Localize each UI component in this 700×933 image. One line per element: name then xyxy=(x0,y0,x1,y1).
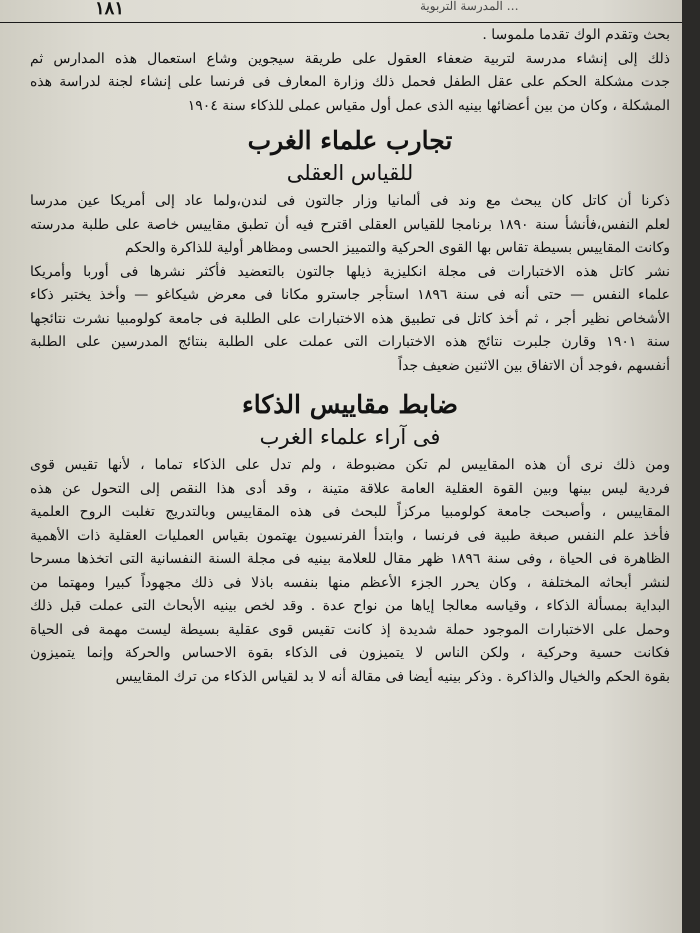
page-number: ١٨١ xyxy=(95,0,125,19)
text-line: الظاهرة فى الحياة ، وفى سنة ١٨٩٦ ظهر مقال للعلامة بينيه فى مجلة السنة النفسانية التى اتخذها مسرحا xyxy=(30,551,670,567)
text-line: فكانت حسية وحركية ، ولكن الناس لا يتميزون فى الذكاء بقوة الاحساس والحركة وإنما يتميزون xyxy=(30,645,670,661)
text-line: الأشخاص نظير أجر ، ثم أخذ كاتل فى تطبيق هذه الاختبارات على الطلبة فى جامعة كولومبيا نشرت نتائجها xyxy=(30,310,670,327)
text-line: البداية بمسألة الذكاء ، وقياسه معالجا إياها من نواح عدة . وقد لخص بينيه الأبحاث التى عملت قبل ذلك xyxy=(30,598,670,614)
text-line: المشكلة ، وكان من بين أعضائها بينيه الذى عمل أول مقياس عملى للذكاء سنة ١٩٠٤ xyxy=(187,97,670,114)
paragraph xyxy=(30,454,670,689)
text-line: أنفسهم ،فوجد أن الاتفاق بين الاثنين ضعيف جداً xyxy=(398,357,670,374)
text-line: بحث وتقدم الوك تقدما ملموسا . xyxy=(482,27,670,43)
text-line: علماء النفس — حتى أنه فى سنة ١٨٩٦ استأجر جاسترو مكانا فى معرض شيكاغو — وأخذ يختبر ذكاء xyxy=(30,287,670,303)
text-line: لعلم النفس،فأنشأ سنة ١٨٩٠ برنامجا للقياس العقلى اقترح فيه أن تطبق مقاييس خاصة على طلبة مدرسته xyxy=(30,216,670,233)
text-line: المقاييس ، وأصبحت جامعة كولومبيا مركزاً للبحث فى هذه المقاييس وبالتدريج تغلبت الروح العلمية xyxy=(30,504,670,520)
section-heading: ضابط مقاييس الذكاء xyxy=(242,390,458,419)
text-line: فأخذ علم النفس صبغة طبية فى فرنسا ، وابتدأ الفرنسيون يهتمون بقياس العمليات العقلية ذات الأهمية xyxy=(30,527,670,544)
text-line: بقوة الحكم والخيال والذاكرة . وذكر بينيه أيضا فى مقالة أنه لا بد لقياس الذكاء من ترك المقاييس xyxy=(115,668,670,685)
book-edge xyxy=(682,0,700,933)
paragraph xyxy=(30,261,670,379)
text-line: وحمل على الاختبارات الموجود حملة شديدة إذ كانت تقيس قوى عقلية بسيطة ليست مهمة فى الحياة xyxy=(30,621,670,638)
section-subheading: فى آراء علماء الغرب xyxy=(259,425,441,449)
running-title: … المدرسة التربوية xyxy=(420,0,519,13)
running-header xyxy=(0,0,682,23)
paragraph xyxy=(30,190,670,261)
paragraph xyxy=(30,48,670,119)
text-line: وكانت المقاييس بسيطة تقاس بها القوى الحركية والتمييز الحسى ومظاهر أولية للذاكرة والحكم xyxy=(125,240,670,256)
text-line: سنة ١٩٠١ وقارن جلبرت نتائج هذه الاختبارات التى عملت على الطلبة بنتائج المدرسين على الطلبة xyxy=(30,334,670,350)
text-line: جدت مشكلة الحكم على عقل الطفل فحمل ذلك وزارة المعارف فى فرنسا على إنشاء لجنة لدراسة هذه xyxy=(30,74,670,90)
text-line: لنشر أبحاثه المختلفة ، وكان يحرر الجزء الأعظم منها بنفسه باذلا فى ذلك مجهوداً كبيرا ومهتما من xyxy=(30,574,670,591)
text-line: ذكرنا أن كاتل كان يبحث مع وند فى ألمانيا وزار جالتون فى لندن،ولما عاد إلى أمريكا عين مدرسا xyxy=(30,193,670,209)
text-line: ومن ذلك نرى أن هذه المقاييس لم تكن مضبوطة ، ولم تدل على الذكاء تماما ، لأنها تقيس قوى xyxy=(30,457,670,473)
text-line: فردية ليس بينها وبين القوة العقلية العامة علاقة متينة ، وقد أدى هذا النقص إلى التحول عن هذه xyxy=(30,480,670,497)
text-line: نشر كاتل هذه الاختبارات فى مجلة انكليزية ذيلها جالتون بالتعضيد فأكثر نشرها فى أوربا وأمريكا xyxy=(30,263,670,280)
page-body xyxy=(30,24,670,689)
section-heading: تجارب علماء الغرب xyxy=(247,126,453,155)
section-subheading: للقياس العقلى xyxy=(286,161,414,185)
paragraph xyxy=(30,24,670,48)
text-line: ذلك إلى إنشاء مدرسة لتربية ضعفاء العقول على طريقة سيجوين وشاع استعمال هذه المدارس ثم xyxy=(30,50,670,67)
